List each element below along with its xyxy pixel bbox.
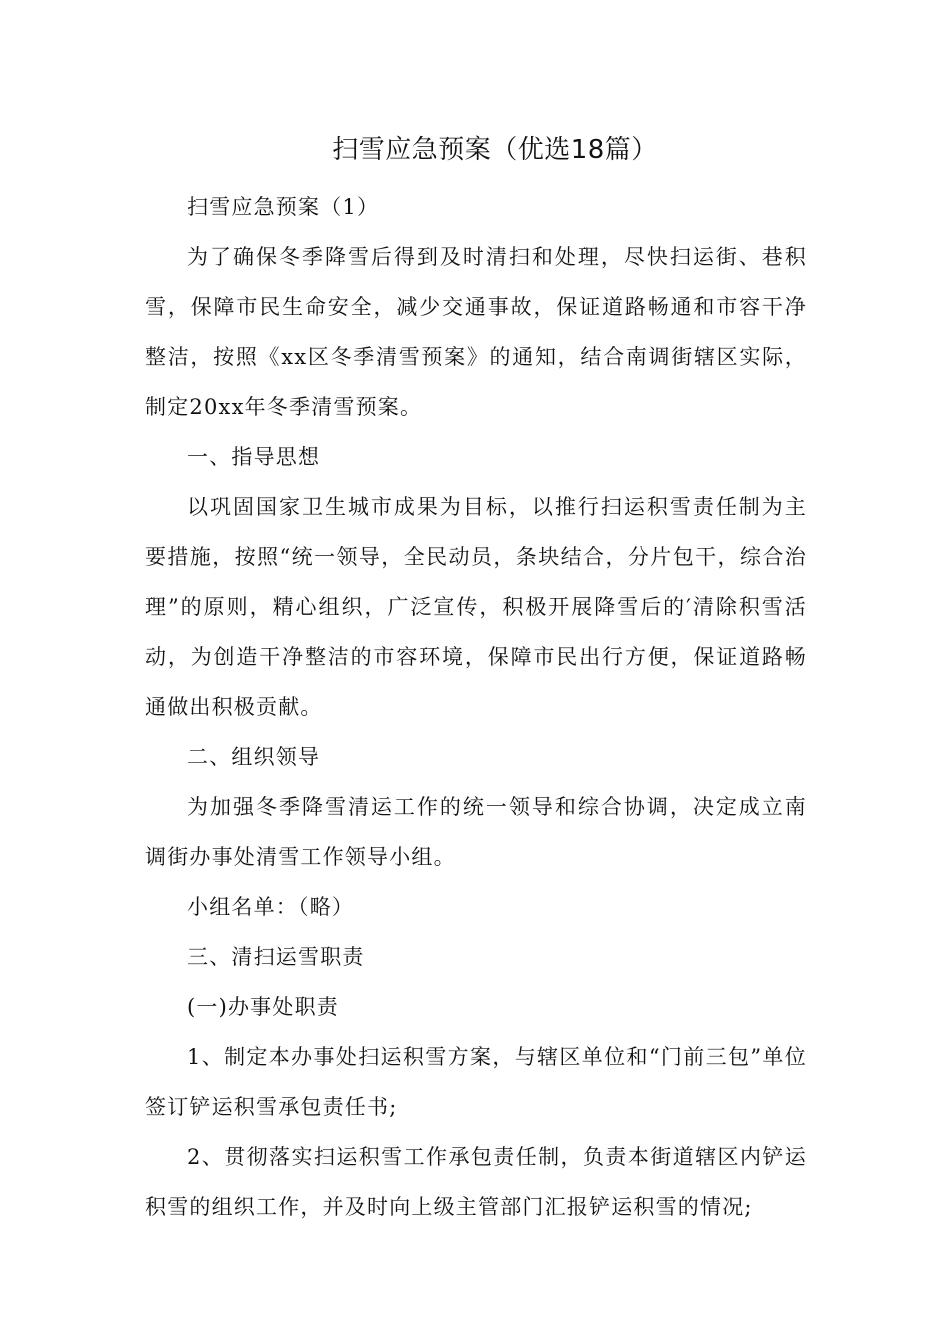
paragraph-guiding-thought: 以巩固国家卫生城市成果为目标，以推行扫运积雪责任制为主要措施，按照“统一领导，全民动员，条块结合，分片包干，综合治理”的原则，精心组织，广泛宣传，积极开展降雪后的′清除积雪活动，为创造干净整洁的市容环境，保障市民出行方便，保证道路畅通做出积极贡献。	[145, 495, 807, 719]
paragraph-member-list: 小组名单：（略）	[187, 895, 355, 919]
heading-guiding-thought: 一、指导思想	[187, 445, 321, 469]
paragraph-section-heading: 扫雪应急预案（1）	[187, 195, 380, 219]
subheading-office-duties: (一)办事处职责	[187, 995, 339, 1019]
heading-duties: 三、清扫运雪职责	[187, 945, 365, 969]
heading-organization: 二、组织领导	[187, 745, 321, 769]
paragraph-intro: 为了确保冬季降雪后得到及时清扫和处理，尽快扫运街、巷积雪，保障市民生命安全，减少交通事故，保证道路畅通和市容干净整洁，按照《xx区冬季清雪预案》的通知，结合南调街辖区实际，制定20xx年冬季清雪预案。	[145, 245, 807, 419]
paragraph-organization: 为加强冬季降雪清运工作的统一领导和综合协调，决定成立南调街办事处清雪工作领导小组。	[145, 795, 807, 869]
list-item-duty-1: 1、制定本办事处扫运积雪方案，与辖区单位和“门前三包”单位签订铲运积雪承包责任书;	[145, 1045, 807, 1119]
document-body	[145, 182, 807, 1232]
document-title: 扫雪应急预案（优选18篇）	[332, 135, 658, 165]
list-item-duty-2: 2、贯彻落实扫运积雪工作承包责任制，负责本街道辖区内铲运积雪的组织工作，并及时向上级主管部门汇报铲运积雪的情况;	[145, 1145, 807, 1219]
